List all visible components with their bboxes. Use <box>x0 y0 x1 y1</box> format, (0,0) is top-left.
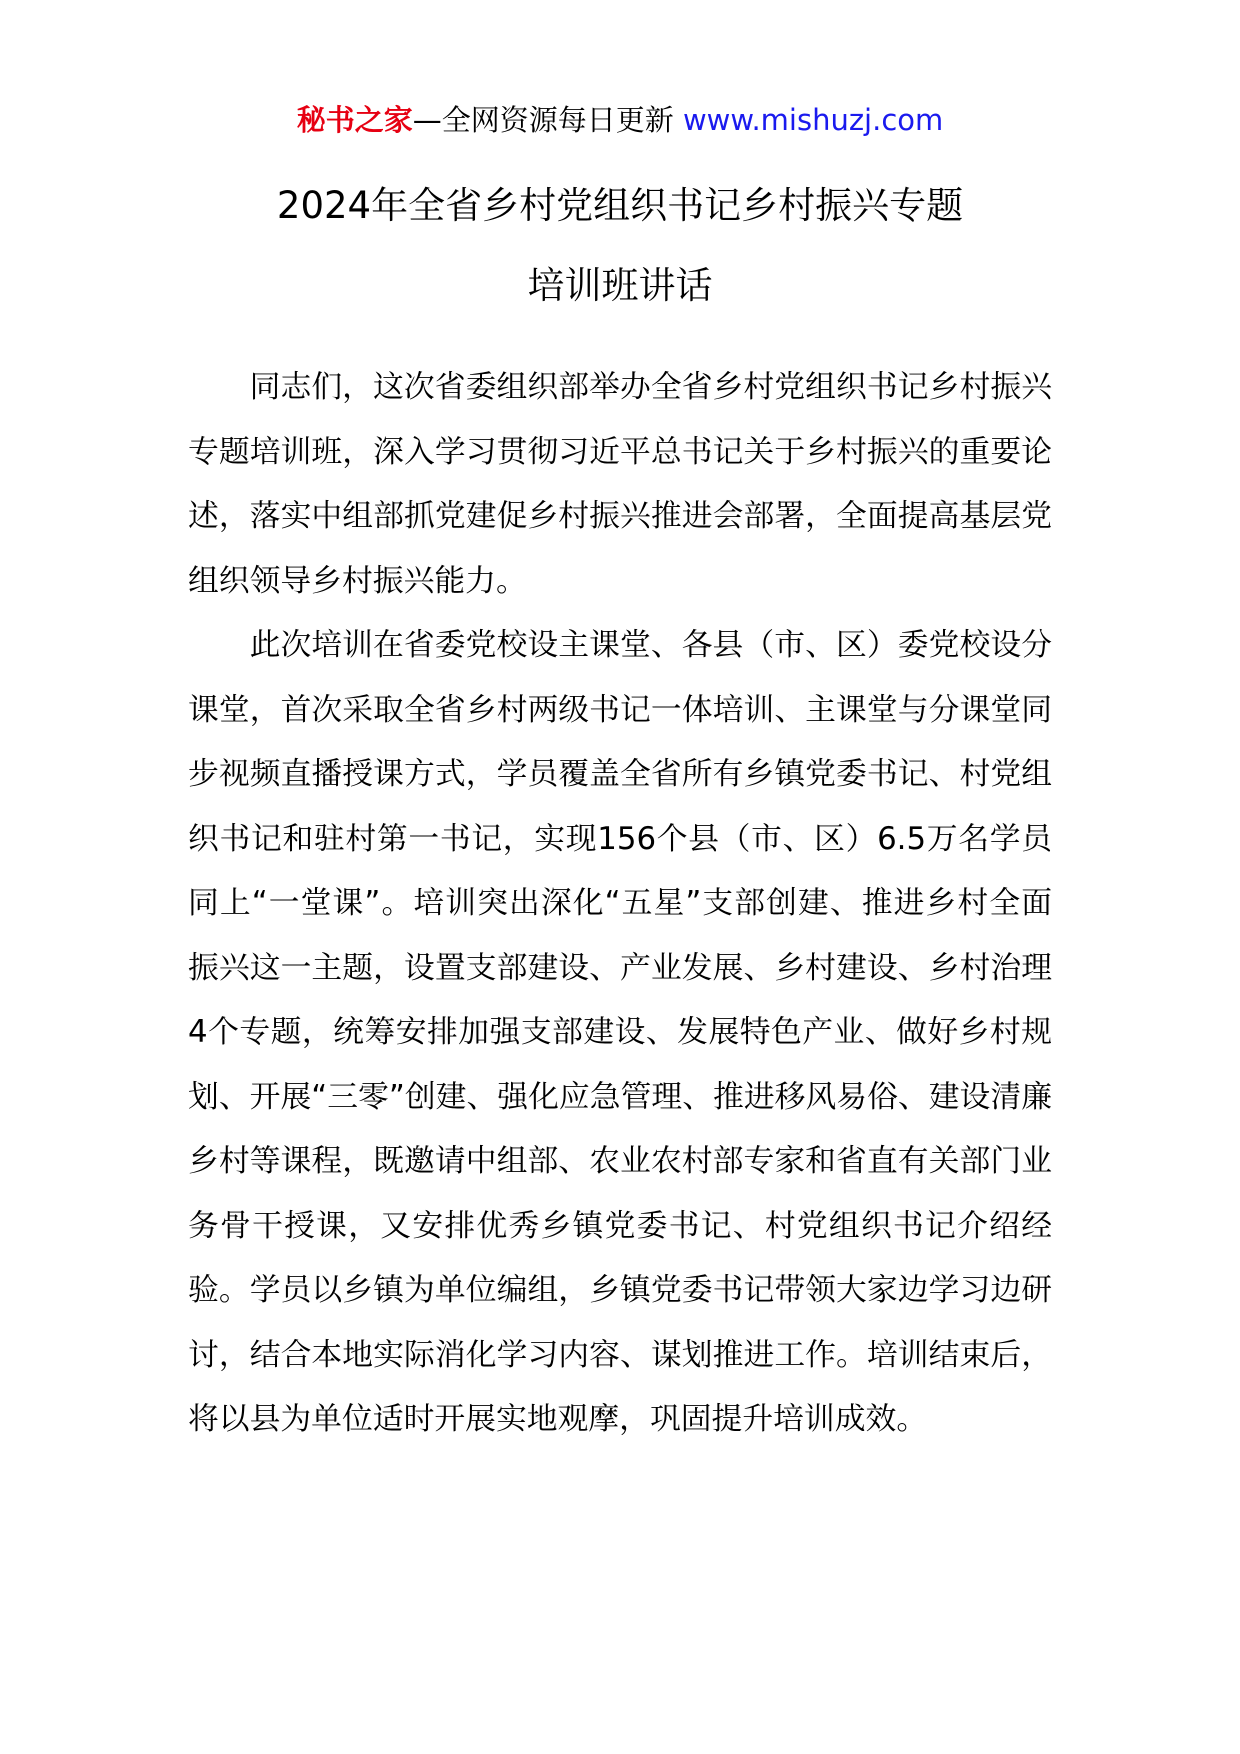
paragraph: 此次培训在省委党校设主课堂、各县（市、区）委党校设分课堂，首次采取全省乡村两级书记一体培训、主课堂与分课堂同步视频直播授课方式，学员覆盖全省所有乡镇党委书记、村党组织书记和驻村第一书记，实现156个县（市、区）6.5万名学员同上“一堂课”。培训突出深化“五星”支部创建、推进乡村全面振兴这一主题，设置支部建设、产业发展、乡村建设、乡村治理4个专题，统筹安排加强支部建设、发展特色产业、做好乡村规划、开展“三零”创建、强化应急管理、推进移风易俗、建设清廉乡村等课程，既邀请中组部、农业农村部专家和省直有关部门业务骨干授课，又安排优秀乡镇党委书记、村党组织书记介绍经验。学员以乡镇为单位编组，乡镇党委书记带领大家边学习边研讨，结合本地实际消化学习内容、谋划推进工作。培训结束后，将以县为单位适时开展实地观摩，巩固提升培训成效。 <box>188 627 1052 1437</box>
brand-name: 秘书之家 <box>296 103 413 137</box>
site-url-link[interactable]: www.mishuzj.com <box>682 103 944 137</box>
paragraph: 同志们，这次省委组织部举办全省乡村党组织书记乡村振兴专题培训班，深入学习贯彻习近平总书记关于乡村振兴的重要论述，落实中组部抓党建促乡村振兴推进会部署，全面提高基层党组织领导乡村振兴能力。 <box>188 369 1052 599</box>
document-body <box>188 355 1052 1452</box>
header-tagline: —全网资源每日更新 <box>412 103 674 137</box>
title-line-2: 培训班讲话 <box>527 264 713 307</box>
document-title <box>0 166 1240 326</box>
title-line-1: 2024年全省乡村党组织书记乡村振兴专题 <box>276 184 964 227</box>
site-header <box>0 100 1240 140</box>
